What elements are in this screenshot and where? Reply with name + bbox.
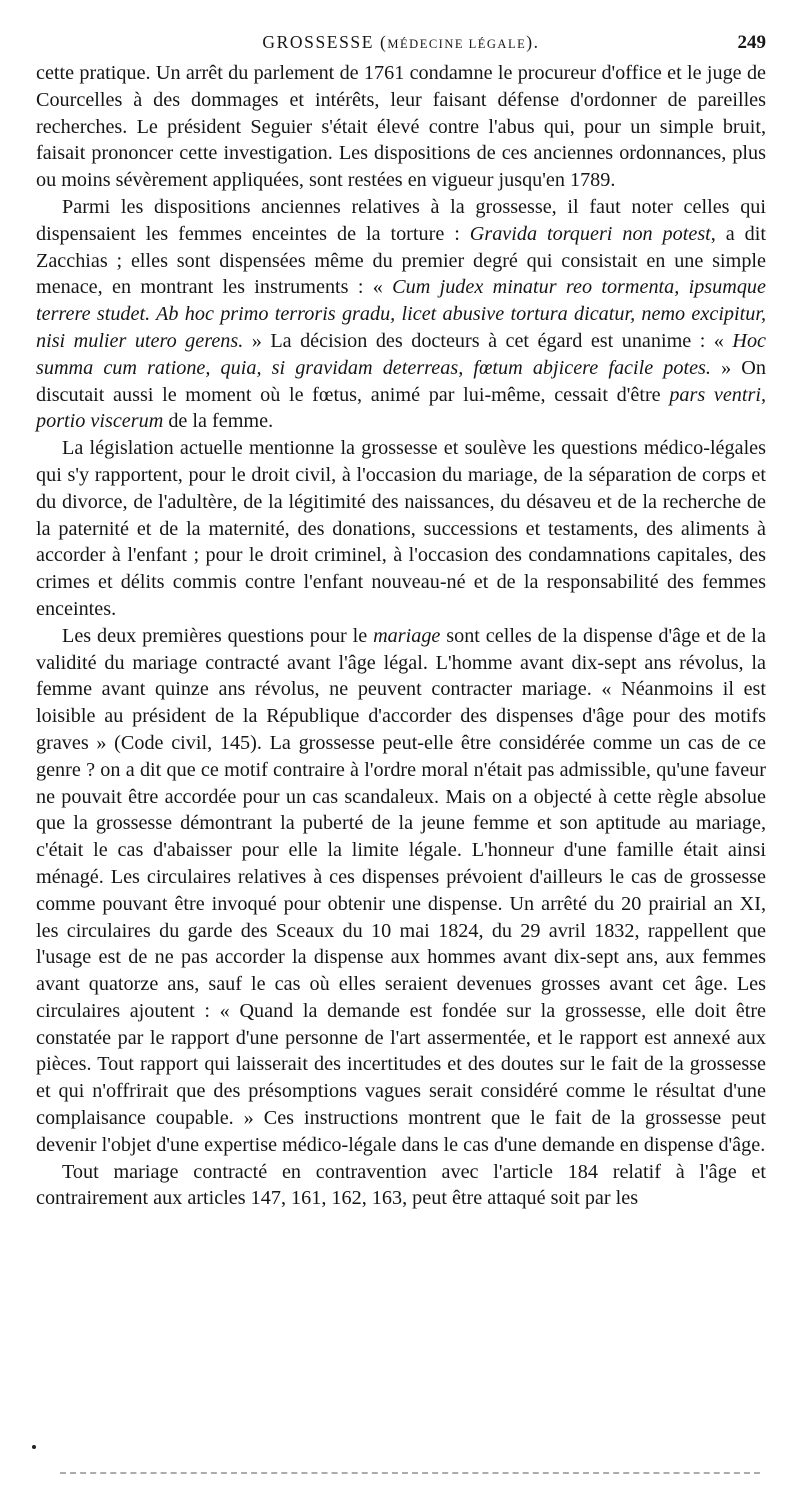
paragraph-4-text-c: sont celles de la dispense d'âge et de la validité du mariage contracté avant l'âge légal. L'homme avant dix-sept ans révolus, la femme avant quinze ans révolus, ne peuvent contracter mariage. « Néanmoins il est loisible au président de la République d'accorder des dispenses d'âge pour des motifs graves » (Code civil, 145). La grossesse peut-elle être considérée comme un cas de ce genre ? on a dit que ce motif contraire à l'ordre moral n'était pas admissible, qu'une faveur ne pouvait être accordée pour un cas scandaleux. Mais on a objecté à cette règle absolue que la grossesse démontrant la puberté de la jeune femme et son aptitude au mariage, c'était le cas d'abaisser pour elle la limite légale. L'honneur d'une famille était ainsi ménagé. Les circulaires relatives à ces dispenses prévoient d'ailleurs le cas de grossesse comme pouvant être invoqué pour obtenir une dispense. Un arrêté du 20 prairial an XI, les circulaires du garde des Sceaux du 10 mai 1824, du 29 avril 1832, rappellent que l'usage est de ne pas accorder la dispense aux hommes avant dix-sept ans, aux femmes avant quatorze ans, sauf le cas où elles seraient devenues grosses avant cet âge. Les circulaires ajoutent : « Quand la demande est fondée sur la grossesse, elle doit être constatée par le rapport d'une personne de l'art assermentée, et le rapport est annexé aux pièces. Tout rapport qui laisserait des incertitudes et des doutes sur le fait de la grossesse et qui n'offrirait que des présomptions vagues serait considéré comme le résultat d'une complaisance coupable. » Ces instructions montrent que le fait de la grossesse peut devenir l'objet d'une expertise médico-légale dans le cas d'une demande en dispense d'âge. bbox=[36, 624, 766, 1156]
paragraph-2-text-i: de la femme. bbox=[163, 410, 274, 433]
paragraph-3 bbox=[36, 435, 766, 623]
paragraph-5 bbox=[36, 1159, 766, 1213]
paragraph-2 bbox=[36, 194, 766, 435]
paragraph-1 bbox=[36, 60, 766, 194]
paragraph-4-text-a: Les deux premières questions pour le bbox=[62, 624, 374, 647]
latin-quote-1: Gravida torqueri non potest bbox=[469, 222, 711, 245]
paragraph-2-text-c: , a dit Zacchias ; elles sont dispensées même du premier degré qui consistait en une simple menace, en montrant les instruments : « bbox=[36, 222, 766, 299]
body-text bbox=[36, 60, 766, 1212]
paragraph-2-text-a: Parmi les dispositions anciennes relatives à la grossesse, il faut noter celles qui dispensaient les femmes enceintes de la torture : bbox=[36, 195, 766, 245]
paragraph-5-text: Tout mariage contracté en contravention avec l'article 184 relatif à l'âge et contrairement aux articles 147, 161, 162, 163, peut être attaqué soit par les bbox=[36, 1160, 766, 1210]
running-title-main: GROSSESSE ( bbox=[262, 32, 388, 52]
paragraph-2-text-e: » La décision des docteurs à cet égard est unanime : « bbox=[243, 329, 733, 352]
running-title bbox=[36, 32, 766, 53]
paragraph-2-text-g: » On discutait aussi le moment où le fœtus, animé par lui-même, cessait d'être bbox=[36, 356, 766, 406]
latin-quote-2: Cum judex minatur reo tormenta, ipsumque terrere studet. Ab hoc primo terroris gradu, licet abusive tortura dicatur, nemo excipitur, nisi mulier utero gerens. bbox=[36, 276, 766, 352]
footer-rule bbox=[60, 1472, 760, 1474]
term-mariage: mariage bbox=[373, 624, 441, 647]
ink-speck bbox=[32, 1445, 36, 1449]
running-title-smallcaps: MÉDECINE LÉGALE bbox=[387, 37, 527, 51]
running-title-close: ). bbox=[526, 32, 540, 52]
page-number: 249 bbox=[737, 32, 766, 53]
paragraph-4 bbox=[36, 623, 766, 1159]
paragraph-1-text: cette pratique. Un arrêt du parlement de 1761 condamne le procureur d'office et le juge de Courcelles à des dommages et intérêts, leur faisant défense d'ordonner de pareilles recherches. Le président Seguier s'était élevé contre l'abus qui, pour un simple bruit, faisait prononcer cette investigation. Les dispositions de ces anciennes ordonnances, plus ou moins sévèrement appliquées, sont restées en vigueur jusqu'en 1789. bbox=[36, 62, 766, 192]
page-header bbox=[36, 32, 766, 56]
paragraph-3-text: La législation actuelle mentionne la grossesse et soulève les questions médico-légales qui s'y rapportent, pour le droit civil, à l'occasion du mariage, de la séparation de corps et du divorce, de l'adultère, de la légitimité des naissances, du désaveu et de la recherche de la paternité et de la maternité, des donations, successions et testaments, des aliments à accorder à l'enfant ; pour le droit criminel, à l'occasion des condamnations capitales, des crimes et délits commis contre l'enfant nouveau-né et de la responsabilité des femmes enceintes. bbox=[36, 437, 766, 620]
latin-quote-3: Hoc summa cum ratione, quia, si gravidam deterreas, fœtum abjicere facile potes. bbox=[36, 329, 766, 379]
latin-quote-4: pars ventri, portio viscerum bbox=[36, 383, 766, 433]
